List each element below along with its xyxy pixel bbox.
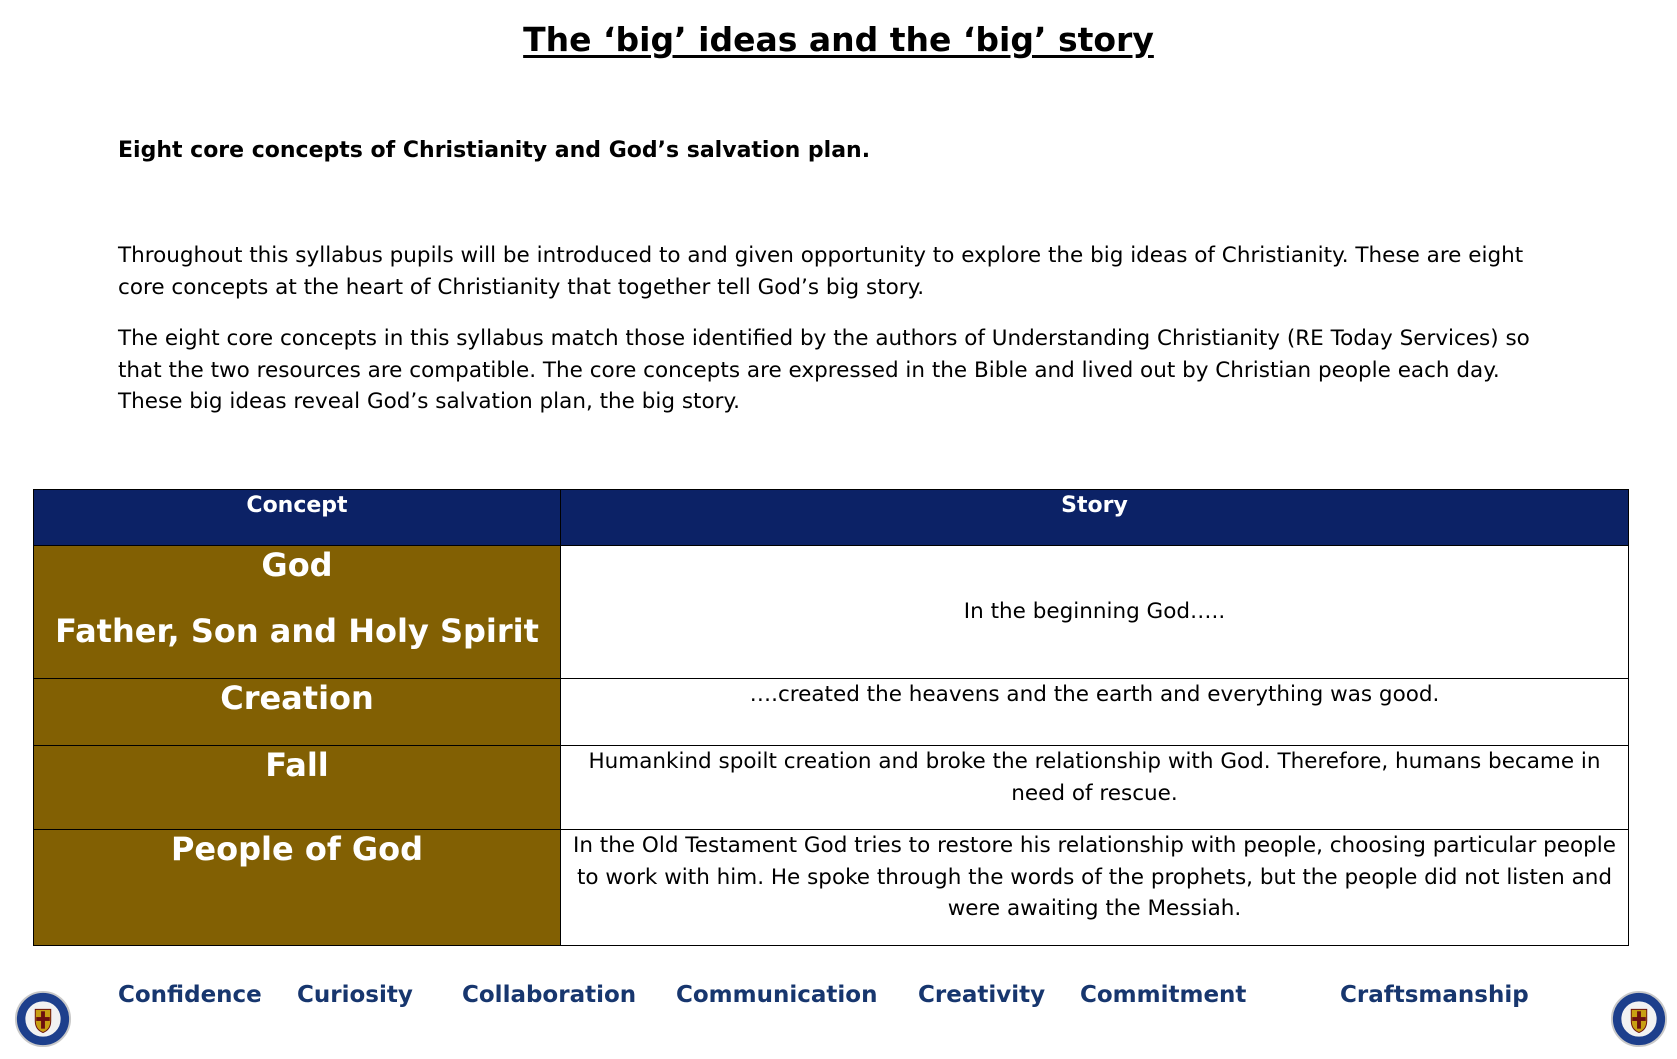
concept-column-header: Concept <box>34 490 561 546</box>
table-row <box>34 830 1629 946</box>
value-curiosity: Curiosity <box>297 982 413 1008</box>
concept-label: Creation <box>220 679 374 717</box>
table-row <box>34 746 1629 830</box>
value-creativity: Creativity <box>918 982 1046 1008</box>
concept-label: Fall <box>265 746 329 784</box>
compatibility-paragraph: The eight core concepts in this syllabus match those identified by the authors of Understanding Christianity (RE Today Services) so that the two resources are compatible. The core concepts are expressed in the Bible and lived out by Christian people each day. These big ideas reveal God’s salvation plan, the big story. <box>118 326 1530 414</box>
page-title: The ‘big’ ideas and the ‘big’ story <box>523 20 1154 59</box>
school-crest-icon <box>1610 990 1668 1048</box>
concept-cell-fall <box>34 746 561 830</box>
story-cell: ….created the heavens and the earth and everything was good. <box>561 679 1629 746</box>
concept-label: People of God <box>170 830 424 868</box>
page-subtitle: Eight core concepts of Christianity and God’s salvation plan. <box>118 138 871 163</box>
concept-label: Father, Son and Holy Spirit <box>55 612 539 650</box>
concept-cell-people-of-god <box>34 830 561 946</box>
value-craftsmanship: Craftsmanship <box>1340 982 1529 1008</box>
table-row <box>34 679 1629 746</box>
intro-paragraph: Throughout this syllabus pupils will be introduced to and given opportunity to explore the big ideas of Christianity. These are eight core concepts at the heart of Christianity that together tell God’s big story. <box>118 243 1524 300</box>
concept-cell-creation <box>34 679 561 746</box>
story-cell: Humankind spoilt creation and broke the relationship with God. Therefore, humans became in need of rescue. <box>561 746 1629 830</box>
table-row <box>34 546 1629 679</box>
value-confidence: Confidence <box>118 982 262 1008</box>
school-values-bar <box>0 982 1677 1018</box>
story-cell: In the Old Testament God tries to restore his relationship with people, choosing particular people to work with him. He spoke through the words of the prophets, but the people did not listen and were awaiting the Messiah. <box>561 830 1629 946</box>
story-cell: In the beginning God….. <box>561 546 1629 679</box>
story-column-header: Story <box>561 490 1629 546</box>
value-collaboration: Collaboration <box>462 982 637 1008</box>
concept-cell-god <box>34 546 561 679</box>
concept-label: God <box>261 546 333 584</box>
value-commitment: Commitment <box>1080 982 1247 1008</box>
value-communication: Communication <box>676 982 878 1008</box>
table-header-row <box>34 490 1629 546</box>
concept-story-table <box>33 489 1629 946</box>
